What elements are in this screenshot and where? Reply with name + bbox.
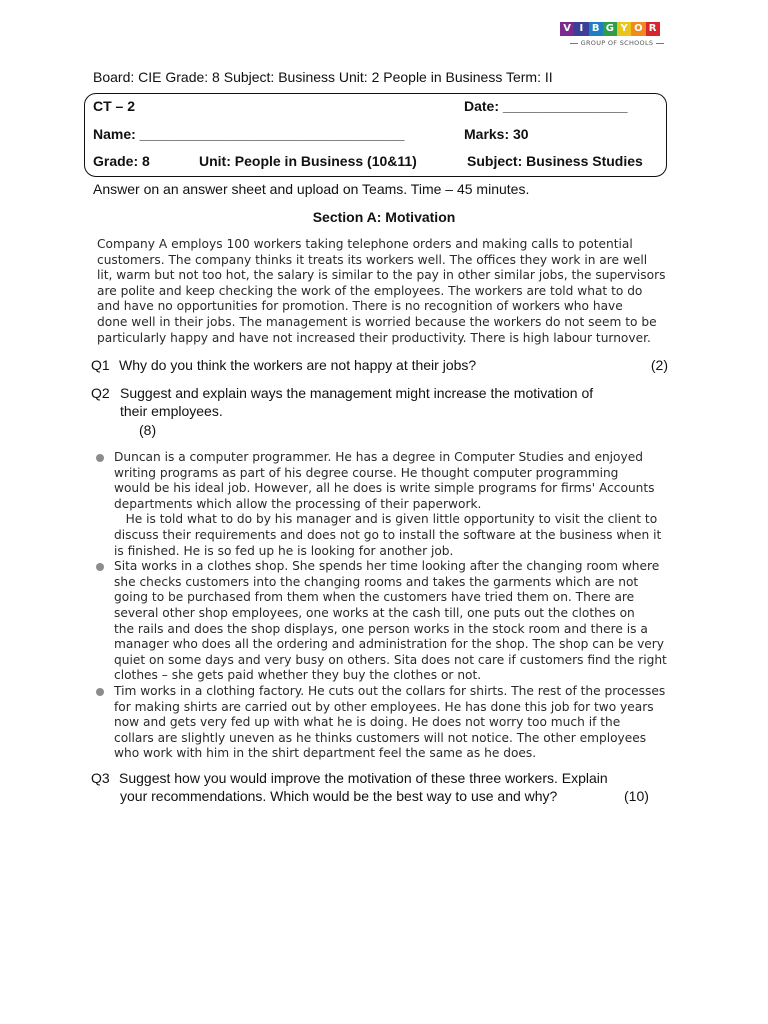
section-title: Section A: Motivation bbox=[312, 209, 456, 225]
logo-letter: I bbox=[574, 22, 588, 36]
question-marks: (10) bbox=[624, 788, 649, 804]
logo-letter: Y bbox=[617, 22, 631, 36]
question-text-line2: their employees. bbox=[120, 403, 223, 419]
bullet-line: going to be purchased from them when the customers have tried them on. There are bbox=[114, 590, 635, 605]
grade-label: Grade: 8 bbox=[93, 153, 150, 169]
ct-label: CT – 2 bbox=[93, 98, 136, 114]
unit-label: Unit: People in Business (10&11) bbox=[199, 153, 417, 169]
passage-line: and have no opportunities for promotion. There is no recognition of workers who have bbox=[97, 299, 623, 314]
bullet-icon bbox=[96, 688, 104, 696]
list-item bbox=[96, 450, 686, 559]
bullet-line: collars are slightly uneven as he thinks customers will not notice. The other employees bbox=[114, 730, 647, 745]
bullet-line: Tim works in a clothing factory. He cuts out the collars for shirts. The rest of the processes bbox=[114, 683, 666, 698]
question-number: Q2 bbox=[91, 385, 110, 401]
logo-subtitle: GROUP OF SCHOOLS bbox=[560, 39, 674, 47]
question-number: Q3 bbox=[91, 770, 110, 786]
logo-letter: G bbox=[603, 22, 617, 36]
bullet-line: departments which allow the processing of their paperwork. bbox=[114, 496, 482, 511]
question-text-line1: Suggest how you would improve the motivation of these three workers. Explain bbox=[119, 770, 608, 786]
question-marks: (8) bbox=[139, 422, 157, 438]
passage-line: done well in their jobs. The management is worried because the workers do not seem to be bbox=[97, 314, 657, 329]
passage-line: Company A employs 100 workers taking telephone orders and making calls to potential bbox=[97, 237, 633, 251]
bullet-line: is finished. He is so fed up he is looking for another job. bbox=[114, 543, 454, 558]
board-line: Board: CIE Grade: 8 Subject: Business Unit: 2 People in Business Term: II bbox=[93, 69, 553, 85]
logo-letter: R bbox=[646, 22, 660, 36]
worker-case-list bbox=[96, 450, 686, 762]
marks-label: Marks: 30 bbox=[464, 126, 529, 142]
name-field: Name: __________________________________ bbox=[93, 126, 405, 142]
question-text-line2: your recommendations. Which would be the best way to use and why? bbox=[120, 788, 558, 804]
question-text-line1: Suggest and explain ways the management might increase the motivation of bbox=[120, 385, 594, 401]
bullet-line: manager who does all the ordering and administration for the shop. The shop can be very bbox=[114, 637, 665, 652]
passage-line: customers. The company thinks it treats its workers well. The offices they work in are well bbox=[97, 252, 648, 267]
bullet-icon bbox=[96, 563, 104, 571]
bullet-line: for making shirts are carried out by other employees. He has done this job for two years bbox=[114, 699, 654, 714]
bullet-line: He is told what to do by his manager and is given little opportunity to visit the client to bbox=[114, 512, 658, 527]
bullet-line: Duncan is a computer programmer. He has a degree in Computer Studies and enjoyed bbox=[114, 450, 643, 464]
subject-label: Subject: Business Studies bbox=[467, 153, 643, 169]
question-marks: (2) bbox=[650, 357, 668, 373]
passage-line: particularly happy and have not increased their productivity. There is high labour turnover. bbox=[97, 330, 651, 345]
passage-line: lit, warm but not too hot, the salary is similar to the pay in other similar jobs, the supervisors bbox=[97, 268, 666, 283]
bullet-line: Sita works in a clothes shop. She spends her time looking after the changing room where bbox=[114, 559, 660, 574]
instruction-text: Answer on an answer sheet and upload on Teams. Time – 45 minutes. bbox=[93, 181, 530, 197]
question-text: Why do you think the workers are not happy at their jobs? bbox=[119, 357, 477, 373]
date-field: Date: ________________ bbox=[464, 98, 628, 114]
question-3 bbox=[91, 769, 675, 809]
logo-letter: V bbox=[560, 22, 574, 36]
bullet-line: now and gets very fed up with what he is doing. He does not worry too much if the bbox=[114, 715, 621, 730]
bullet-line: several other shop employees, one works at the cash till, one puts out the clothes on bbox=[114, 605, 635, 620]
bullet-line: discuss their requirements and does not go to install the software at the business when it bbox=[114, 527, 662, 542]
bullet-line: quiet on some days and very busy on others. Sita does not care if customers find the right bbox=[114, 652, 667, 667]
logo-letter: B bbox=[589, 22, 603, 36]
question-number: Q1 bbox=[91, 357, 110, 373]
case-study-passage bbox=[97, 237, 677, 346]
bullet-line: clothes – she gets paid whether they buy the clothes or not. bbox=[114, 668, 482, 683]
header-box bbox=[84, 93, 667, 177]
logo-letters bbox=[560, 22, 674, 36]
bullet-line: writing programs as part of his degree course. He thought computer programming bbox=[114, 465, 619, 480]
list-item bbox=[96, 559, 686, 684]
list-item bbox=[96, 684, 686, 762]
question-2 bbox=[91, 384, 675, 440]
logo-letter: O bbox=[631, 22, 645, 36]
bullet-icon bbox=[96, 454, 104, 462]
bullet-line: the rails and does the shop displays, one person works in the stock room and there is a bbox=[114, 621, 648, 636]
bullet-line: who work with him in the shirt department feel the same as he does. bbox=[114, 746, 537, 761]
vibgyor-logo bbox=[560, 22, 674, 54]
bullet-line: she checks customers into the changing rooms and takes the garments which are not bbox=[114, 574, 639, 589]
bullet-line: would be his ideal job. However, all he does is write simple programs for firms' Accounts bbox=[114, 481, 655, 496]
passage-line: are polite and keep checking the work of the employees. The workers are told what to do bbox=[97, 283, 643, 298]
